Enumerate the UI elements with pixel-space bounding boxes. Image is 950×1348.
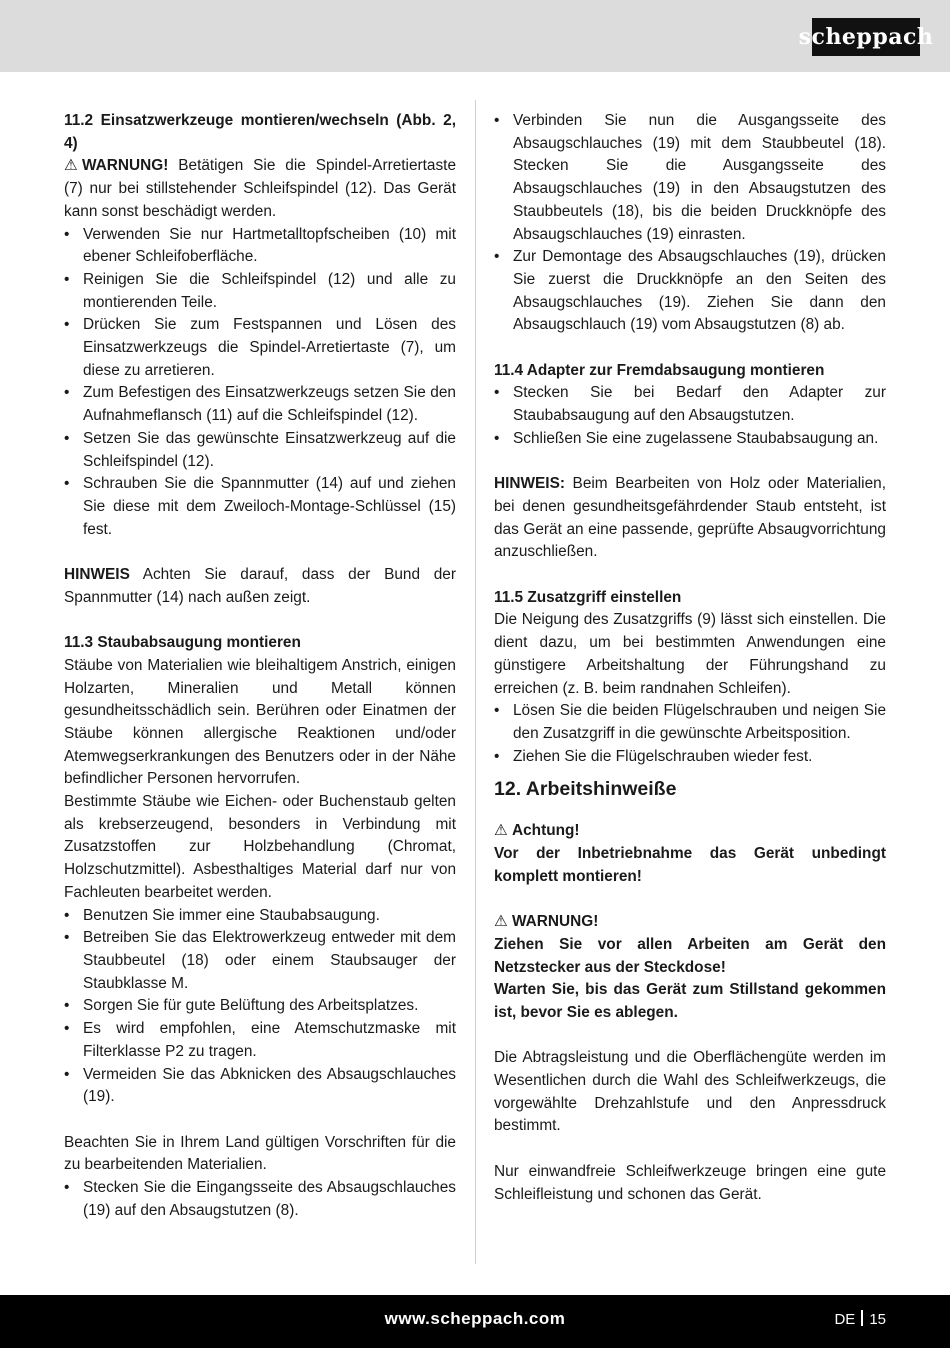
- section-11-3-paragraph-1: Stäube von Materialien wie bleihaltigem Anstrich, einigen Holzarten, Mineralien und Metall können gesundheitsschädlich sein. Berühren oder Einatmen der Stäube können allergische Reaktionen und/oder Atemwegserkrankungen des Benutzers oder in der Nähe befindlicher Personen hervorrufen.: [64, 656, 456, 788]
- list-item: • Schrauben Sie die Spannmutter (14) auf und ziehen Sie diese mit dem Zweiloch-Montage-Schlüssel (15) fest.: [64, 473, 456, 541]
- list-item: • Ziehen Sie die Flügelschrauben wieder fest.: [494, 746, 886, 769]
- page-footer: [0, 1295, 950, 1348]
- list-item: • Schließen Sie eine zugelassene Staubabsaugung an.: [494, 428, 886, 451]
- list-item: • Setzen Sie das gewünschte Einsatzwerkzeug auf die Schleifspindel (12).: [64, 428, 456, 473]
- achtung-heading: ⚠ Achtung!: [494, 820, 886, 843]
- hinweis-label: HINWEIS: [64, 566, 130, 584]
- list-item: • Stecken Sie die Eingangsseite des Absaugschlauches (19) auf den Absaugstutzen (8).: [64, 1177, 456, 1222]
- hinweis-paragraph-2: [494, 473, 886, 564]
- hinweis-text: Achten Sie darauf, dass der Bund der Spannmutter (14) nach außen zeigt.: [64, 566, 456, 606]
- list-item: • Verwenden Sie nur Hartmetalltopfscheiben (10) mit ebener Schleifoberfläche.: [64, 224, 456, 269]
- list-item: • Stecken Sie bei Bedarf den Adapter zur Staubabsaugung auf den Absaugstutzen.: [494, 382, 886, 427]
- section-11-3-paragraph-2: Bestimmte Stäube wie Eichen- oder Buchenstaub gelten als krebserzeugend, besonders in Verbindung mit Zusatzstoffen zur Holzbehandlung (Chromat, Holzschutzmittel). Asbesthaltiges Material darf nur von Fachleuten bearbeitet werden.: [64, 793, 456, 901]
- list-item: • Vermeiden Sie das Abknicken des Absaugschlauches (19).: [64, 1064, 456, 1109]
- section-11-3-title: 11.3 Staubabsaugung montieren: [64, 634, 301, 652]
- section-11-4-title: 11.4 Adapter zur Fremdabsaugung montieren: [494, 361, 825, 379]
- section-12-paragraph-2: Nur einwandfreie Schleifwerkzeuge bringen eine gute Schleifleistung und schonen das Gerät.: [494, 1162, 886, 1203]
- page-header: [0, 0, 950, 72]
- warnung-heading: ⚠ WARNUNG!: [494, 911, 886, 934]
- list-item: • Betreiben Sie das Elektrowerkzeug entweder mit dem Staubbeutel (18) oder einem Staubsauger der Staubklasse M.: [64, 927, 456, 995]
- section-11-4-list: [494, 382, 886, 450]
- list-item: • Zur Demontage des Absaugschlauches (19), drücken Sie zuerst die Druckknöpfe an den Seiten des Absaugschlauches (19). Ziehen Sie dann den Absaugschlauch (19) vom Absaugstutzen (8) ab.: [494, 246, 886, 337]
- section-11-2-title: 11.2 Einsatzwerkzeuge montieren/wechseln (Abb. 2, 4): [64, 112, 456, 152]
- section-11-5-list: [494, 700, 886, 768]
- section-12-paragraph-1: Die Abtragsleistung und die Oberflächengüte werden im Wesentlichen durch die Wahl des Schleifwerkzeugs, die vorgewählte Drehzahlstufe und den Anpressdruck bestimmt.: [494, 1049, 886, 1135]
- section-11-2-list: [64, 224, 456, 542]
- list-item: • Drücken Sie zum Festspannen und Lösen des Einsatzwerkzeugs die Spindel-Arretiertaste (7), um diese zu arretieren.: [64, 314, 456, 382]
- right-column: [494, 110, 886, 1206]
- list-item: • Reinigen Sie die Schleifspindel (12) und alle zu montierenden Teile.: [64, 269, 456, 314]
- list-item: • Verbinden Sie nun die Ausgangsseite des Absaugschlauches (19) mit dem Staubbeutel (18). Stecken Sie die Ausgangsseite des Absaugschlauches (19) in den Absaugstutzen des Staubbeutels (18), bis die beiden Druckknöpfe des Absaugschlauches (19) einrasten.: [494, 110, 886, 246]
- section-11-3-paragraph-3: Beachten Sie in Ihrem Land gültigen Vorschriften für die zu bearbeitenden Materialien.: [64, 1133, 456, 1174]
- section-11-3-list-2: [64, 1177, 456, 1222]
- warnung-text-1: Ziehen Sie vor allen Arbeiten am Gerät den Netzstecker aus der Steckdose!: [494, 935, 886, 976]
- list-item: • Benutzen Sie immer eine Staubabsaugung.: [64, 905, 456, 928]
- website-link[interactable]: www.scheppach.com: [384, 1309, 566, 1328]
- hinweis-text-2: Beim Bearbeiten von Holz oder Materialien, bei denen gesundheitsgefährdender Staub entsteht, ist das Gerät an eine passende, geprüfte Absaugvorrichtung anzuschließen.: [494, 475, 886, 561]
- hinweis-paragraph: [64, 564, 456, 609]
- left-column: [64, 110, 456, 1222]
- list-item: • Zum Befestigen des Einsatzwerkzeugs setzen Sie den Aufnahmeflansch (11) auf die Schleifspindel (12).: [64, 382, 456, 427]
- list-item: • Es wird empfohlen, eine Atemschutzmaske mit Filterklasse P2 zu tragen.: [64, 1018, 456, 1063]
- warning-triangle-icon: ⚠: [494, 822, 508, 840]
- page-indicator: [834, 1310, 886, 1328]
- warning-triangle-icon: ⚠: [64, 157, 78, 175]
- warning-label: WARNUNG!: [82, 157, 169, 175]
- warning-triangle-icon: ⚠: [494, 913, 508, 931]
- list-item: • Sorgen Sie für gute Belüftung des Arbeitsplatzes.: [64, 995, 456, 1018]
- list-item: • Lösen Sie die beiden Flügelschrauben und neigen Sie den Zusatzgriff in die gewünschte Arbeitsposition.: [494, 700, 886, 745]
- brand-logo: scheppach: [812, 18, 920, 56]
- continued-list: [494, 110, 886, 337]
- section-11-5-title: 11.5 Zusatzgriff einstellen: [494, 588, 682, 606]
- column-divider: [475, 100, 476, 1264]
- language-code: DE: [834, 1311, 856, 1328]
- warning-paragraph: [64, 155, 456, 223]
- warning-text: Betätigen Sie die Spindel-Arretiertaste (7) nur bei stillstehender Schleifspindel (12). Das Gerät kann sonst beschädigt werden.: [64, 157, 457, 220]
- hinweis-label-2: HINWEIS:: [494, 475, 565, 493]
- section-11-5-paragraph: Die Neigung des Zusatzgriffs (9) lässt sich einstellen. Die dient dazu, um bei bestimmten Anwendungen eine günstigere Arbeitshaltung der Führungshand zu erreichen (z. B. beim randnahen Schleifen).: [494, 611, 886, 697]
- section-12-title: 12. Arbeitshinweiße: [494, 778, 677, 801]
- warnung-text-2: Warten Sie, bis das Gerät zum Stillstand gekommen ist, bevor Sie es ablegen.: [494, 981, 886, 1021]
- page-number: 15: [869, 1311, 886, 1328]
- section-11-3-list: [64, 905, 456, 1109]
- achtung-text: Vor der Inbetriebnahme das Gerät unbedingt komplett montieren!: [494, 845, 886, 885]
